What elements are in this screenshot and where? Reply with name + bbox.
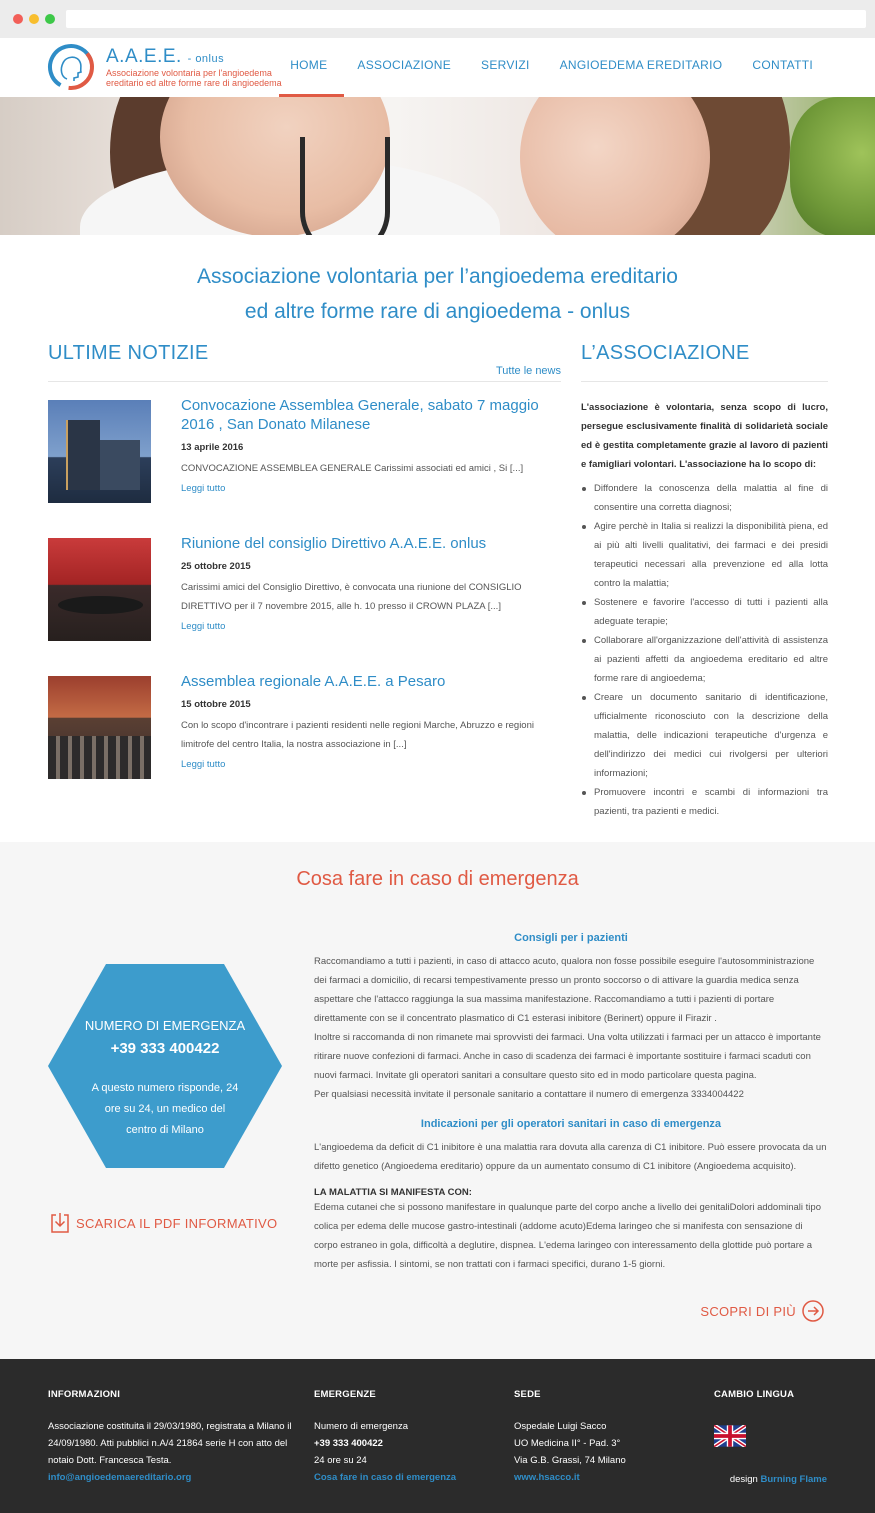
- read-more-link[interactable]: Leggi tutto: [181, 621, 226, 632]
- intro-line-2: ed altre forme rare di angioedema - onlus: [244, 300, 631, 323]
- emergency-number-box: [48, 964, 282, 1168]
- news-item: [48, 673, 561, 786]
- footer-seat-line: Via G.B. Grassi, 74 Milano: [514, 1455, 626, 1466]
- news-date: 15 ottobre 2015: [181, 699, 251, 710]
- site-header: [0, 38, 875, 97]
- page: [0, 38, 875, 1513]
- footer-emergency-title: EMERGENZE: [314, 1389, 376, 1400]
- disease-heading: LA MALATTIA SI MANIFESTA CON:: [314, 1187, 472, 1198]
- association-divider: [581, 381, 828, 382]
- footer-info: [48, 1389, 293, 1486]
- footer-emergency-link[interactable]: Cosa fare in caso di emergenza: [314, 1472, 457, 1483]
- logo-icon[interactable]: [47, 43, 95, 91]
- association-section-title: L’ASSOCIAZIONE: [581, 342, 750, 364]
- list-item: Agire perchè in Italia si realizzi la disponibilità piena, ed ai più alti livelli qualitativi, dei farmaci e dei presidi terapeutici necessari alla prevenzione ed alla lotta contro la malattia;: [581, 517, 828, 593]
- hero-image: [0, 97, 875, 235]
- emergency-content: [314, 932, 828, 1274]
- address-bar[interactable]: [66, 10, 866, 28]
- news-item: [48, 535, 561, 648]
- footer-emergency: [314, 1389, 494, 1486]
- news-thumbnail[interactable]: [48, 400, 151, 503]
- intro-line-1: Associazione volontaria per l’angioedema ereditario: [197, 265, 678, 288]
- news-excerpt: Con lo scopo d'incontrare i pazienti residenti nelle regioni Marche, Abruzzo e regioni limitrofe del centro Italia, la nostra associazione in [...]: [181, 720, 534, 750]
- patients-advice-title: Consigli per i pazienti: [514, 932, 628, 944]
- logo-subtitle: Associazione volontaria per l'angioedema ereditario ed altre forme rare di angioedema: [106, 68, 282, 88]
- emergency-title: Cosa fare in caso di emergenza: [296, 868, 579, 890]
- association-intro: L'associazione è volontaria, senza scopo di lucro, persegue esclusivamente finalità di solidarietà sociale ed è gestita completamente grazie al lavoro di pazienti e famigliari volontari. L'associazione ha lo scopo di:: [581, 402, 828, 470]
- download-icon: [50, 1212, 70, 1234]
- patients-paragraph: Per qualsiasi necessità invitate il personale sanitario a contattare il numero di emergenza 3334004422: [314, 1089, 744, 1100]
- credit-prefix: design: [729, 1474, 758, 1485]
- all-news-link[interactable]: Tutte le news: [495, 365, 561, 377]
- operators-title: Indicazioni per gli operatori sanitari in caso di emergenza: [420, 1118, 722, 1130]
- nav-contatti[interactable]: CONTATTI: [752, 58, 813, 72]
- read-more-link[interactable]: Leggi tutto: [181, 759, 226, 770]
- intro-heading: [0, 259, 875, 329]
- discover-more-link[interactable]: [700, 1300, 824, 1322]
- emergency-phone[interactable]: +39 333 400422: [110, 1040, 220, 1057]
- list-item: Promuovere incontri e scambi di informazioni tra pazienti, tra pazienti e medici.: [581, 783, 828, 821]
- footer-seat-line: Ospedale Luigi Sacco: [514, 1421, 607, 1432]
- list-item: Creare un documento sanitario di identificazione, ufficialmente riconosciuto con la descrizione della malattia, delle indicazioni terapeutiche d'urgenza e dell'indirizzo dei medici cui rivolgersi per ulteriori informazioni;: [581, 688, 828, 783]
- patients-paragraph: Raccomandiamo a tutti i pazienti, in caso di attacco acuto, qualora non fosse possibile eseguire l'autosomministrazione dei farmaci a domicilio, di recarsi tempestivamente presso un pronto soccorso o di attivare la guardia medica senza aspettare che l'attacco raggiunga la sua massima manifestazione. Raccomandiamo a tutti i pazienti di portare direttamente con se il concentrato plasmatico di C1 esterasi inibitore (Berinert) oppure il Firazir .: [314, 956, 815, 1024]
- footer-emergency-phone[interactable]: +39 333 400422: [314, 1438, 383, 1449]
- logo-title-text: A.A.E.E.: [106, 46, 182, 67]
- design-credit: [730, 1474, 827, 1485]
- browser-chrome: [0, 0, 875, 38]
- news-thumbnail[interactable]: [48, 538, 151, 641]
- discover-more-label: SCOPRI DI PIÙ: [700, 1303, 796, 1319]
- footer-emergency-hours: 24 ore su 24: [314, 1455, 367, 1466]
- association-goals-list: [581, 479, 828, 821]
- nav-servizi[interactable]: SERVIZI: [481, 58, 530, 72]
- disease-paragraph: Edema cutanei che si possono manifestare in qualunque parte del corpo anche a livello dei genitaliDolori addominali tipo colica per edema delle mucose gastro-intestinali (addome acuto)Edema laringeo che si manifesta con sensazione di corpo estraneo in gola, difficoltà a deglutire, dispnea. L'edema laringeo con interessamento della glottide può portare a morte per asfissia. I sintomi, se non trattati con i farmaci specifici, durano 1-5 giorni.: [314, 1202, 821, 1270]
- patients-paragraph: Inoltre si raccomanda di non rimanete mai sprovvisti dei farmaci. Una volta utilizzati i farmaci per un attacco è importante ritirare nuove confezioni di farmaci. Anche in caso di scadenza dei farmaci è importante sostituire i farmaci scaduti con nuovi farmaci. Invitate gli operatori sanitari a consultare questo sito ed in modo particolare questa pagina.: [314, 1032, 821, 1081]
- site-footer: [0, 1359, 875, 1513]
- news-title[interactable]: Riunione del consiglio Direttivo A.A.E.E. onlus: [181, 535, 487, 552]
- footer-email-link[interactable]: info@angioedemaereditario.org: [48, 1472, 192, 1483]
- arrow-right-circle-icon: [802, 1300, 824, 1322]
- footer-language: [714, 1389, 834, 1400]
- footer-info-title: INFORMAZIONI: [48, 1389, 121, 1400]
- minimize-window-button[interactable]: [29, 14, 39, 24]
- nav-home[interactable]: HOME: [275, 58, 342, 72]
- news-excerpt: CONVOCAZIONE ASSEMBLEA GENERALE Carissimi associati ed amici , Si [...]: [181, 463, 524, 474]
- close-window-button[interactable]: [13, 14, 23, 24]
- news-excerpt: Carissimi amici del Consiglio Direttivo, è convocata una riunione del CONSIGLIO DIRETTIVO per il 7 novembre 2015, alle h. 10 presso il CROWN PLAZA [...]: [181, 582, 522, 612]
- nav-associazione[interactable]: ASSOCIAZIONE: [357, 58, 452, 72]
- list-item: Diffondere la conoscenza della malattia al fine di consentire una corretta diagnosi;: [581, 479, 828, 517]
- operators-paragraph: L'angioedema da deficit di C1 inibitore è una malattia rara dovuta alla carenza di C1 inibitore. Può essere provocata da un difetto genetico (Angioedema ereditario) oppure da un aumentato consumo di C1 inibitore (Angioedema acquisito).: [314, 1142, 827, 1172]
- news-thumbnail[interactable]: [48, 676, 151, 779]
- logo-onlus-text: - onlus: [187, 53, 225, 65]
- emergency-number-label: NUMERO DI EMERGENZA: [84, 1018, 246, 1033]
- news-title[interactable]: Convocazione Assemblea Generale, sabato 7 maggio 2016 , San Donato Milanese: [181, 397, 539, 433]
- footer-seat: [514, 1389, 674, 1486]
- news-date: 13 aprile 2016: [181, 442, 244, 453]
- emergency-section: [0, 842, 875, 1359]
- download-pdf-label: SCARICA IL PDF INFORMATIVO: [76, 1215, 278, 1231]
- news-section-title: ULTIME NOTIZIE: [48, 342, 209, 364]
- main-nav: [275, 58, 828, 72]
- download-pdf-link[interactable]: [50, 1212, 277, 1234]
- nav-angioedema-ereditario[interactable]: ANGIOEDEMA EREDITARIO: [559, 58, 723, 72]
- logo-title[interactable]: [106, 46, 224, 68]
- footer-emergency-label: Numero di emergenza: [314, 1421, 408, 1432]
- list-item: Sostenere e favorire l'accesso di tutti i pazienti alla adeguate terapie;: [581, 593, 828, 631]
- footer-seat-link[interactable]: www.hsacco.it: [514, 1472, 580, 1483]
- news-divider: [48, 381, 561, 382]
- credit-link[interactable]: Burning Flame: [760, 1474, 827, 1485]
- footer-info-text: Associazione costituita il 29/03/1980, registrata a Milano il 24/09/1980. Atti pubblici n.A/4 21864 serie H con atto del notaio Dott. Francesca Testa.: [48, 1421, 292, 1466]
- list-item: Collaborare all'organizzazione dell'attività di assistenza ai pazienti affetti da angioedema ereditario ed altre forme rare di angioedema;: [581, 631, 828, 688]
- read-more-link[interactable]: Leggi tutto: [181, 483, 226, 494]
- maximize-window-button[interactable]: [45, 14, 55, 24]
- emergency-description: A questo numero risponde, 24 ore su 24, un medico del centro di Milano: [91, 1082, 239, 1136]
- news-title[interactable]: Assemblea regionale A.A.E.E. a Pesaro: [181, 673, 446, 690]
- uk-flag-icon[interactable]: [714, 1425, 746, 1447]
- footer-seat-line: UO Medicina II° - Pad. 3°: [514, 1438, 621, 1449]
- footer-seat-title: SEDE: [514, 1389, 541, 1400]
- footer-language-title: CAMBIO LINGUA: [714, 1389, 795, 1400]
- news-date: 25 ottobre 2015: [181, 561, 251, 572]
- news-item: [48, 397, 561, 510]
